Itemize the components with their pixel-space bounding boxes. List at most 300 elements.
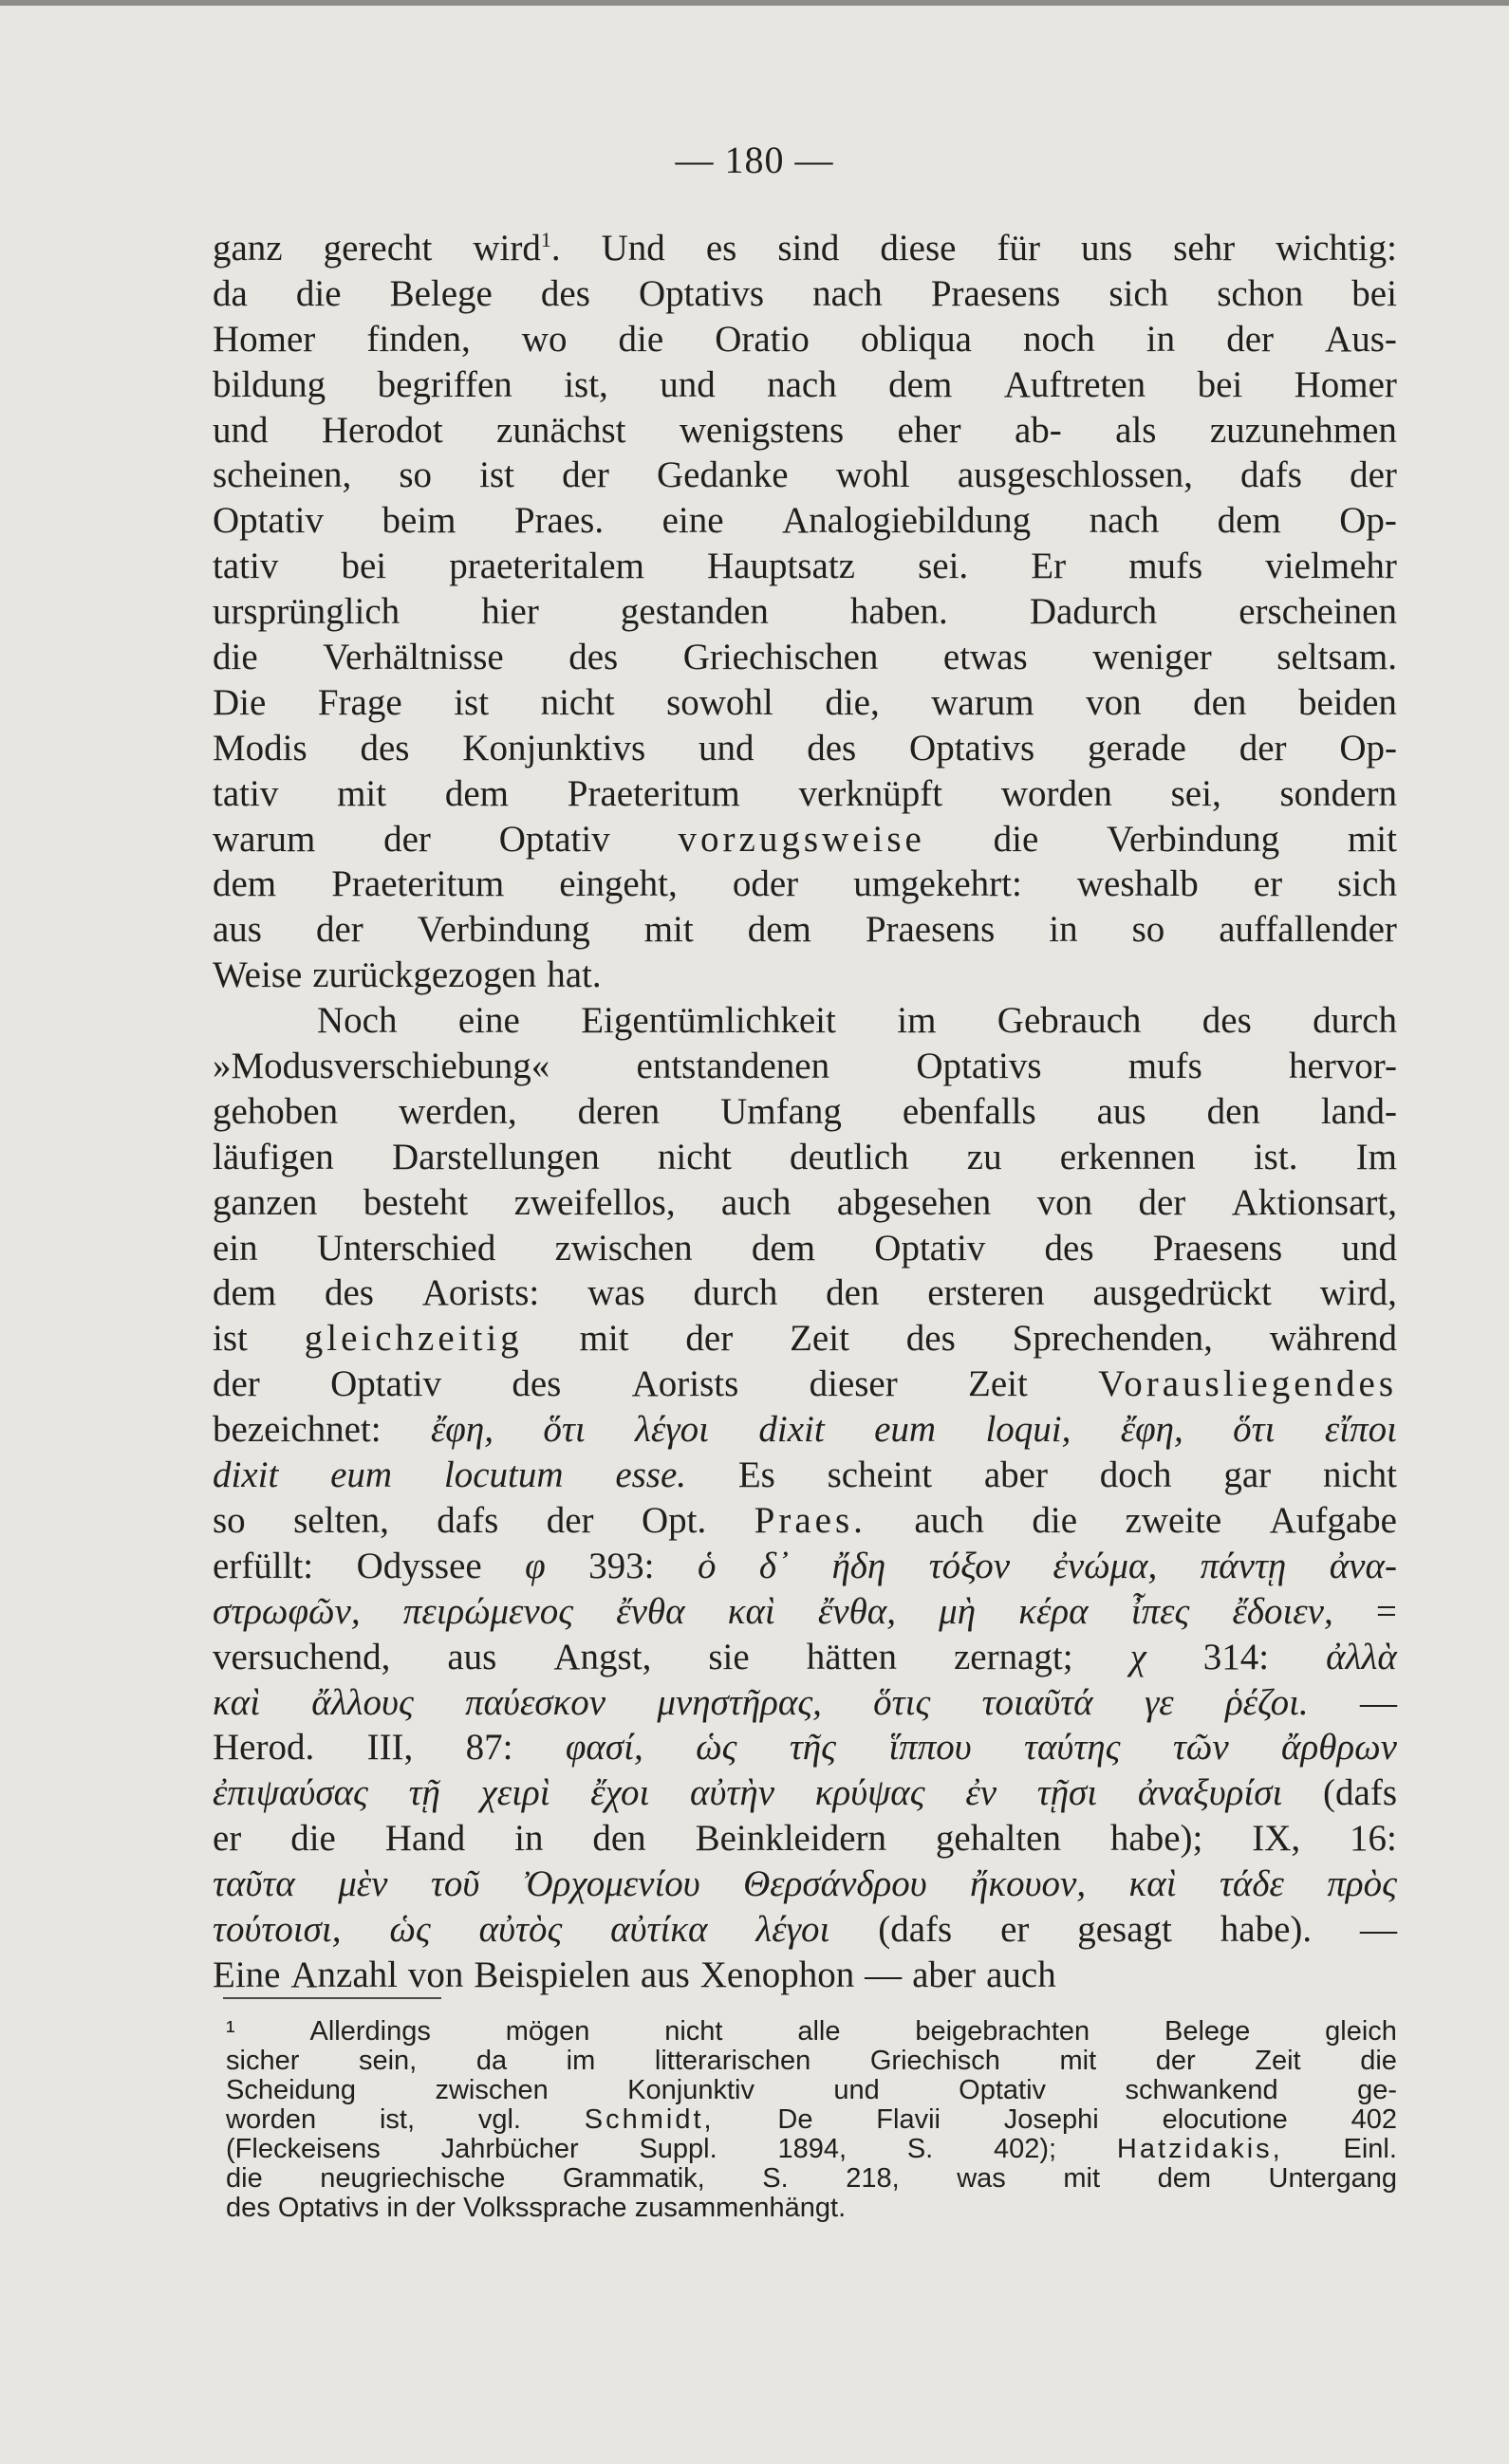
word: Konjunktivs <box>462 727 646 769</box>
greek-text: ταῦτα <box>213 1863 295 1905</box>
word: Jahrbücher <box>440 2134 579 2164</box>
word: die <box>618 318 664 360</box>
word: Volkssprache <box>463 2193 627 2223</box>
word: Scheidung <box>226 2075 357 2105</box>
word: De <box>777 2104 813 2135</box>
word: zernagt; <box>954 1636 1073 1677</box>
word: sei. <box>918 546 969 587</box>
word: mit <box>1059 2046 1097 2076</box>
word: wichtig: <box>1276 228 1397 269</box>
word: gerecht <box>323 228 433 269</box>
greek-text: ἐπιψαύσας <box>213 1772 368 1814</box>
word: der <box>315 909 363 951</box>
word <box>815 1770 925 1816</box>
word <box>389 1907 430 1953</box>
word: er <box>1000 1908 1030 1950</box>
word: dem <box>888 363 953 405</box>
word: Odyssee <box>356 1545 482 1586</box>
latin-text: dixit <box>213 1454 279 1496</box>
text-line <box>213 1226 1397 1271</box>
greek-text: πάντῃ <box>1200 1545 1287 1586</box>
word: mit <box>337 772 387 814</box>
word: Die <box>213 681 267 723</box>
word: Modis <box>213 727 307 769</box>
word: Darstellungen <box>391 1136 600 1177</box>
word: Konjunktiv <box>627 2075 754 2105</box>
spaced-emphasis: Praes. <box>754 1499 866 1541</box>
text-line <box>213 1635 1397 1680</box>
greek-text: ὅτι <box>1233 1409 1276 1451</box>
word <box>888 1725 971 1770</box>
word: Untergang <box>1268 2163 1397 2194</box>
latin-text: loqui, <box>985 1409 1071 1451</box>
word: so <box>1131 909 1165 951</box>
word <box>481 1770 550 1816</box>
word: oder <box>732 863 799 905</box>
word <box>1281 1725 1397 1770</box>
word: scheinen, <box>213 454 352 496</box>
greek-text: ἔδοιεν, <box>1232 1590 1333 1632</box>
word: Frage <box>317 681 402 723</box>
latin-text: eum <box>874 1409 937 1451</box>
greek-text: εἴποι <box>1324 1409 1397 1451</box>
text-line <box>213 226 1397 271</box>
word: der <box>213 1363 260 1405</box>
word: die <box>213 637 258 678</box>
word: dem <box>1217 500 1281 542</box>
word: aber <box>983 1454 1048 1496</box>
word <box>610 1907 707 1953</box>
word: beigebrachten <box>915 2016 1090 2047</box>
greek-text: ἔφη, <box>1120 1409 1183 1451</box>
word: Praeteritum <box>567 772 740 814</box>
word: alle <box>797 2016 841 2047</box>
word: (dafs <box>1323 1772 1397 1814</box>
word: entstandenen <box>636 1046 830 1087</box>
word: so <box>399 454 432 496</box>
page-number: — 180 — <box>675 139 834 181</box>
word <box>1330 1544 1397 1589</box>
word: Hauptsatz <box>707 546 855 587</box>
word: eine <box>457 1000 520 1042</box>
word <box>679 817 925 862</box>
main-text <box>213 226 1397 1998</box>
greek-text: πειρώμενος <box>402 1590 574 1632</box>
word: mögen <box>505 2016 590 2047</box>
word: obliqua <box>860 318 972 360</box>
word: Optativs <box>277 2193 380 2223</box>
word: zwischen <box>435 2075 549 2105</box>
word <box>1327 1862 1397 1907</box>
footnote-line <box>226 2047 1397 2076</box>
greek-text: τάδε <box>1219 1863 1284 1905</box>
greek-text: ὡς <box>696 1727 737 1769</box>
word: eher <box>897 409 961 451</box>
word: weshalb <box>1076 863 1199 905</box>
word: Optativ <box>330 1363 442 1405</box>
word: da <box>213 272 248 314</box>
word: uns <box>1080 228 1133 269</box>
word: — <box>1359 1681 1397 1723</box>
word: den <box>826 1272 880 1314</box>
word: des <box>512 1363 562 1405</box>
word: Dadurch <box>1029 591 1158 633</box>
word: Aus- <box>1325 318 1397 360</box>
word: abgesehen <box>836 1181 992 1223</box>
greek-text: λέγοι <box>755 1908 830 1950</box>
text-line <box>213 817 1397 862</box>
word: Optativ <box>959 2075 1047 2105</box>
word: der <box>1350 454 1397 496</box>
word <box>759 1544 789 1589</box>
word: mit <box>1347 818 1397 860</box>
word: Praes. <box>513 500 605 542</box>
greek-text: ἔνθα, <box>817 1590 896 1632</box>
word: des <box>807 727 857 769</box>
word: mufs <box>1127 1046 1202 1087</box>
word <box>1201 1544 1287 1589</box>
greek-text: ἔχοι <box>590 1772 650 1814</box>
word: Sprechenden, <box>1012 1318 1213 1360</box>
text-line <box>213 1089 1397 1135</box>
word: Allerdings <box>309 2016 431 2047</box>
word: Xenophon <box>699 1954 855 1995</box>
word: was <box>587 1272 645 1314</box>
word: durch <box>1313 1000 1397 1042</box>
word: Weise <box>213 954 303 996</box>
word <box>690 1770 774 1816</box>
text-line <box>213 1044 1397 1089</box>
word: tativ <box>213 772 279 814</box>
greek-text: καὶ <box>213 1681 261 1723</box>
word: zwischen <box>554 1227 693 1269</box>
text-line <box>213 589 1397 635</box>
word: scheint <box>827 1454 933 1496</box>
word: sie <box>708 1636 750 1677</box>
word <box>566 1725 643 1770</box>
word <box>585 2105 715 2135</box>
word <box>831 1544 885 1589</box>
word: der <box>1226 318 1274 360</box>
word <box>790 1725 836 1770</box>
word: gehalten <box>935 1818 1061 1860</box>
word <box>543 1407 585 1453</box>
word: die <box>1360 2046 1397 2076</box>
word: des <box>568 637 619 678</box>
word <box>1053 1544 1158 1589</box>
word <box>479 1907 563 1953</box>
spaced-emphasis: Schmidt, <box>584 2104 715 2135</box>
text-line <box>213 317 1397 362</box>
word: ein <box>213 1227 258 1269</box>
footnote-divider <box>223 1997 441 1999</box>
word: Zeit <box>790 1318 849 1360</box>
text-line <box>213 498 1397 544</box>
word: Verhältnisse <box>323 637 504 678</box>
word: läufigen <box>213 1136 334 1177</box>
word <box>1326 1635 1397 1680</box>
word: ganzen <box>213 1181 318 1223</box>
greek-text: Θερσάνδρου <box>743 1863 927 1905</box>
greek-text: Ὀρχομενίου <box>522 1863 700 1905</box>
greek-text: κρύψας <box>814 1772 925 1814</box>
greek-text: μὲν <box>338 1863 388 1905</box>
text-line <box>213 1680 1397 1726</box>
greek-text: κέρα <box>1018 1590 1089 1632</box>
text-line <box>213 544 1397 589</box>
word: ¹ <box>226 2016 235 2047</box>
word <box>590 1770 649 1816</box>
word: des <box>1044 1227 1094 1269</box>
word: der <box>685 1318 734 1360</box>
footnote-marker: 1 <box>540 228 551 251</box>
word: praeteritalem <box>449 546 644 587</box>
greek-text: τῆς <box>789 1727 836 1769</box>
word: selten, <box>293 1499 389 1541</box>
word: die, <box>825 681 880 723</box>
greek-text: φασί, <box>565 1727 643 1769</box>
word <box>1173 1725 1229 1770</box>
text-line <box>213 271 1397 317</box>
word: Griechisch <box>869 2046 1000 2076</box>
word <box>818 1589 896 1635</box>
word: versuchend, <box>213 1636 391 1677</box>
text-line <box>213 861 1397 907</box>
word: Praesens <box>865 909 996 951</box>
word: Anzahl <box>290 1954 398 1995</box>
word <box>431 1862 479 1907</box>
greek-text: ῥέζοι. <box>1224 1681 1309 1723</box>
word: und <box>833 2075 880 2105</box>
word: in <box>514 1818 544 1860</box>
word: auffallender <box>1219 909 1397 951</box>
word: ist, <box>379 2104 415 2135</box>
word: Optativ <box>874 1227 986 1269</box>
word: erkennen <box>1059 1136 1196 1177</box>
greek-text: στρωφῶν, <box>213 1590 361 1632</box>
text-line <box>213 1453 1397 1498</box>
word: Analogiebildung <box>781 500 1032 542</box>
word <box>525 1544 546 1589</box>
word: Aorists: <box>421 1272 540 1314</box>
word: (Fleckeisens <box>226 2134 381 2164</box>
word: Verbindung <box>1107 818 1280 860</box>
word <box>1098 1362 1397 1407</box>
word <box>939 1589 976 1635</box>
latin-text: dixit <box>758 1409 825 1451</box>
word: da <box>475 2046 508 2076</box>
footnote-line <box>226 2076 1397 2105</box>
word: die <box>1032 1499 1078 1541</box>
text-line <box>213 1362 1397 1407</box>
word <box>698 1544 717 1589</box>
word <box>1220 1862 1284 1907</box>
word <box>965 1770 997 1816</box>
word: zunächst <box>496 409 626 451</box>
word: habe); <box>1109 1818 1203 1860</box>
word: seltsam. <box>1276 637 1397 678</box>
word: vielmehr <box>1265 546 1397 587</box>
word <box>754 1498 866 1544</box>
greek-text: ὁ <box>697 1545 717 1586</box>
greek-text: αὐτίκα <box>610 1908 708 1950</box>
word: dem <box>747 909 811 951</box>
word: von <box>407 1954 464 1995</box>
spaced-emphasis: Hatzidakis, <box>1116 2134 1283 2164</box>
word: in <box>386 2193 408 2223</box>
word: Im <box>1355 1136 1397 1177</box>
word: Und <box>601 228 665 269</box>
greek-text: καὶ <box>727 1590 775 1632</box>
word: Herod. <box>213 1727 315 1769</box>
word: für <box>997 228 1040 269</box>
word: sicher <box>226 2046 300 2076</box>
spaced-emphasis: vorzugsweise <box>678 818 925 860</box>
word <box>970 1862 1086 1907</box>
word: aber <box>912 1954 977 1995</box>
word: er <box>1253 863 1283 905</box>
word <box>1232 1589 1332 1635</box>
greek-text: ταύτης <box>1024 1727 1121 1769</box>
word: ebenfalls <box>902 1090 1036 1132</box>
word: vgl. <box>477 2104 521 2135</box>
word: ab- <box>1014 409 1062 451</box>
word: Praesens <box>1152 1227 1283 1269</box>
word: und <box>698 727 754 769</box>
word: der <box>562 454 609 496</box>
word: Op- <box>1339 727 1397 769</box>
word: verknüpft <box>798 772 943 814</box>
word <box>213 1453 278 1498</box>
word: Praesens <box>930 272 1061 314</box>
greek-text: γε <box>1144 1681 1174 1723</box>
word: 87: <box>465 1727 513 1769</box>
word: Herodot <box>321 409 443 451</box>
word: = <box>1375 1590 1397 1632</box>
word: Homer <box>1294 363 1397 405</box>
word: er <box>213 1818 242 1860</box>
latin-text: eum <box>330 1454 393 1496</box>
word <box>1138 1770 1282 1816</box>
greek-text: ἀλλὰ <box>1326 1636 1397 1677</box>
word: ganz <box>213 228 283 269</box>
word: in <box>1146 318 1176 360</box>
greek-text: ἄρθρων <box>1281 1727 1397 1769</box>
word: tativ <box>213 546 279 587</box>
text-line <box>213 953 1397 998</box>
word: dem <box>751 1227 816 1269</box>
word: IX, <box>1252 1818 1301 1860</box>
word: beiden <box>1297 681 1397 723</box>
word: werden, <box>399 1090 517 1132</box>
word: des <box>360 727 410 769</box>
text-line <box>213 1589 1397 1635</box>
word <box>465 1680 605 1726</box>
text-line <box>213 362 1397 408</box>
word <box>213 1589 361 1635</box>
word: Hand <box>384 1818 466 1860</box>
word: sich <box>1337 863 1397 905</box>
greek-text: ἔφη, <box>430 1409 494 1451</box>
greek-text: τόξον <box>928 1545 1011 1586</box>
greek-text: ἔνθα <box>616 1590 685 1632</box>
word: warum <box>213 818 316 860</box>
word: Er <box>1031 546 1067 587</box>
word: als <box>1115 409 1157 451</box>
greek-text: δ᾽ <box>758 1545 790 1586</box>
word: wird, <box>1319 1272 1397 1314</box>
word <box>635 1407 709 1453</box>
text-line <box>213 1135 1397 1180</box>
word: 16: <box>1350 1818 1397 1860</box>
word: Praeteritum <box>331 863 505 905</box>
word: habe). <box>1220 1908 1313 1950</box>
word: erfüllt: <box>213 1545 314 1586</box>
word: III, <box>366 1727 414 1769</box>
word: litterarischen <box>654 2046 811 2076</box>
word: Josephi <box>1003 2104 1099 2135</box>
word <box>213 1680 260 1726</box>
word: nicht <box>1322 1454 1397 1496</box>
word: »Modusverschiebung« <box>213 1046 550 1087</box>
word: finden, <box>366 318 471 360</box>
word: land- <box>1320 1090 1397 1132</box>
word <box>1145 1680 1174 1726</box>
word: 1894, <box>777 2134 848 2164</box>
word <box>409 1770 440 1816</box>
word: ist <box>213 1318 248 1360</box>
text-line <box>213 1270 1397 1316</box>
greek-text: ἐν <box>965 1772 997 1814</box>
word: nicht <box>540 681 615 723</box>
word: und <box>1341 1227 1397 1269</box>
word: dafs <box>437 1499 499 1541</box>
latin-text: esse. <box>615 1454 687 1496</box>
greek-text: τῇσι <box>1036 1772 1098 1814</box>
word: S. <box>906 2134 934 2164</box>
text-line <box>213 1180 1397 1226</box>
word: gestanden <box>620 591 769 633</box>
word: Optativs <box>638 272 765 314</box>
word: 314: <box>1202 1636 1270 1677</box>
word: ist <box>479 454 514 496</box>
word: worden <box>226 2104 317 2135</box>
word: ursprünglich <box>213 591 401 633</box>
word: wird$^1$. <box>473 228 561 269</box>
word: hervor- <box>1289 1046 1397 1087</box>
word: aus <box>1096 1090 1146 1132</box>
word: 402); <box>994 2134 1057 2164</box>
word: wohl <box>835 454 910 496</box>
greek-text: μνηστῆρας, <box>657 1681 822 1723</box>
word: gar <box>1223 1454 1272 1496</box>
word: eine <box>661 500 724 542</box>
word <box>213 1862 295 1907</box>
word: 402 <box>1351 2104 1397 2135</box>
word: nicht <box>664 2016 723 2047</box>
word: bildung <box>213 363 326 405</box>
word: nach <box>1089 500 1160 542</box>
word: Aorists <box>631 1363 739 1405</box>
word: Aufgabe <box>1269 1499 1397 1541</box>
word: begriffen <box>377 363 512 405</box>
word: Aktionsart, <box>1231 1181 1397 1223</box>
word: der <box>546 1499 594 1541</box>
word: die <box>290 1818 336 1860</box>
footnote-line <box>226 2017 1397 2047</box>
word <box>1131 1589 1190 1635</box>
word: etwas <box>942 637 1028 678</box>
